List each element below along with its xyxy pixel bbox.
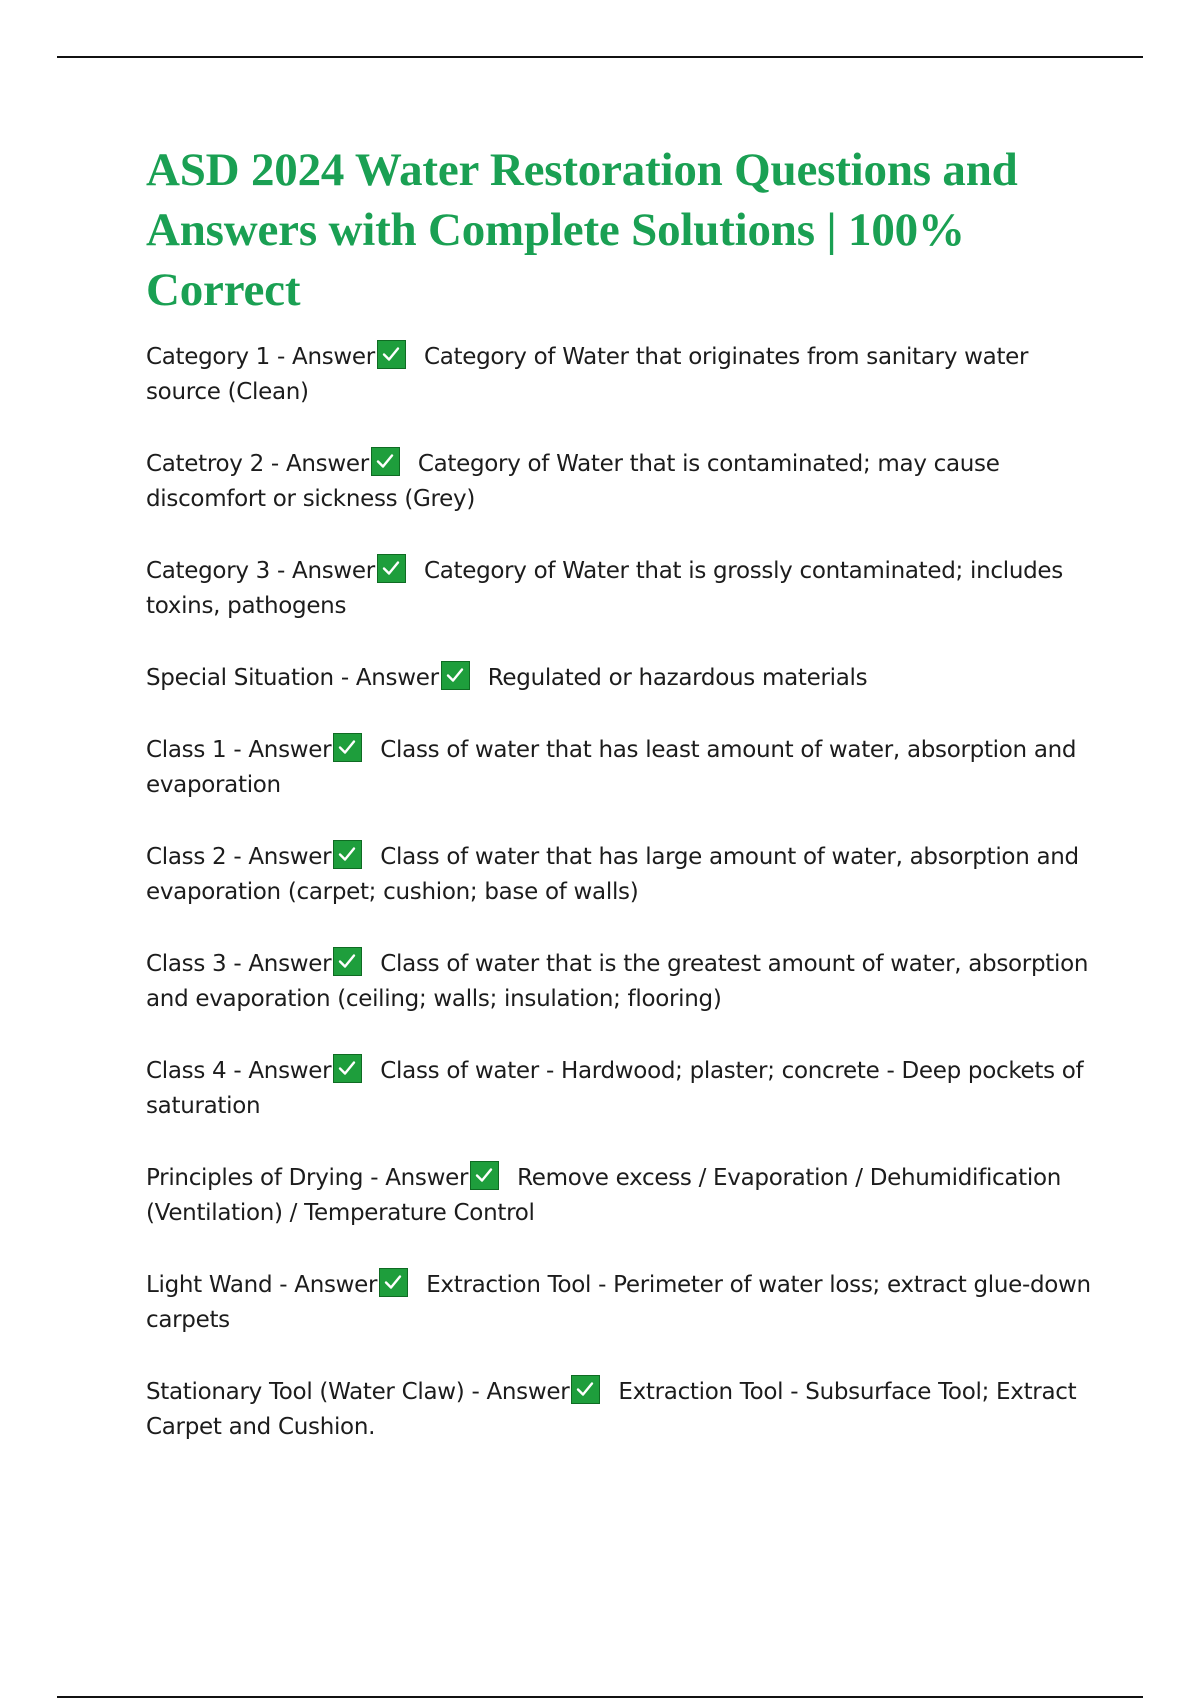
- qa-item: [146, 554, 1096, 624]
- qa-term: Class 2 - Answer: [146, 844, 332, 870]
- qa-answer: Class of water that has large amount of water, absorption and evaporation (carpet; cushion; base of walls): [146, 844, 1079, 905]
- qa-item: [146, 840, 1096, 910]
- check-mark-icon: [377, 340, 406, 369]
- qa-answer: Category of Water that is grossly contaminated; includes toxins, pathogens: [146, 558, 1063, 619]
- qa-term: Stationary Tool (Water Claw) - Answer: [146, 1379, 570, 1405]
- qa-item: [146, 340, 1096, 410]
- qa-answer: Class of water that is the greatest amount of water, absorption and evaporation (ceiling; walls; insulation; flooring): [146, 951, 1089, 1012]
- qa-item: [146, 661, 1096, 696]
- qa-term: Catetroy 2 - Answer: [146, 451, 369, 477]
- qa-answer: Category of Water that is contaminated; may cause discomfort or sickness (Grey): [146, 451, 1000, 512]
- check-mark-icon: [371, 447, 400, 476]
- check-mark-icon: [333, 1054, 362, 1083]
- qa-item: [146, 447, 1096, 517]
- check-mark-icon: [441, 661, 470, 690]
- check-mark-icon: [571, 1375, 600, 1404]
- check-mark-icon: [379, 1268, 408, 1297]
- top-rule: [57, 56, 1143, 58]
- qa-item: [146, 1268, 1096, 1338]
- qa-term: Class 4 - Answer: [146, 1058, 332, 1084]
- qa-term: Special Situation - Answer: [146, 665, 439, 691]
- qa-item: [146, 1054, 1096, 1124]
- qa-answer: Remove excess / Evaporation / Dehumidification (Ventilation) / Temperature Control: [146, 1165, 1062, 1226]
- qa-item: [146, 733, 1096, 803]
- qa-term: Category 3 - Answer: [146, 558, 375, 584]
- qa-answer: Extraction Tool - Perimeter of water loss; extract glue-down carpets: [146, 1272, 1091, 1333]
- qa-term: Class 1 - Answer: [146, 737, 332, 763]
- qa-item: [146, 1161, 1096, 1231]
- qa-list: [146, 340, 1096, 1445]
- qa-term: Category 1 - Answer: [146, 344, 375, 370]
- qa-answer: Class of water that has least amount of water, absorption and evaporation: [146, 737, 1077, 798]
- check-mark-icon: [470, 1161, 499, 1190]
- bottom-rule: [57, 1696, 1143, 1698]
- document-body: [146, 140, 1096, 1482]
- qa-term: Class 3 - Answer: [146, 951, 332, 977]
- check-mark-icon: [333, 733, 362, 762]
- check-mark-icon: [333, 947, 362, 976]
- qa-answer: Regulated or hazardous materials: [487, 665, 868, 691]
- qa-answer: Class of water - Hardwood; plaster; concrete - Deep pockets of saturation: [146, 1058, 1084, 1119]
- qa-item: [146, 947, 1096, 1017]
- qa-term: Light Wand - Answer: [146, 1272, 378, 1298]
- qa-answer: Category of Water that originates from sanitary water source (Clean): [146, 344, 1029, 405]
- qa-term: Principles of Drying - Answer: [146, 1165, 469, 1191]
- qa-item: [146, 1375, 1096, 1445]
- check-mark-icon: [377, 554, 406, 583]
- qa-answer: Extraction Tool - Subsurface Tool; Extract Carpet and Cushion.: [146, 1379, 1077, 1440]
- document-title: ASD 2024 Water Restoration Questions and Answers with Complete Solutions | 100% Correct: [146, 144, 1018, 316]
- check-mark-icon: [333, 840, 362, 869]
